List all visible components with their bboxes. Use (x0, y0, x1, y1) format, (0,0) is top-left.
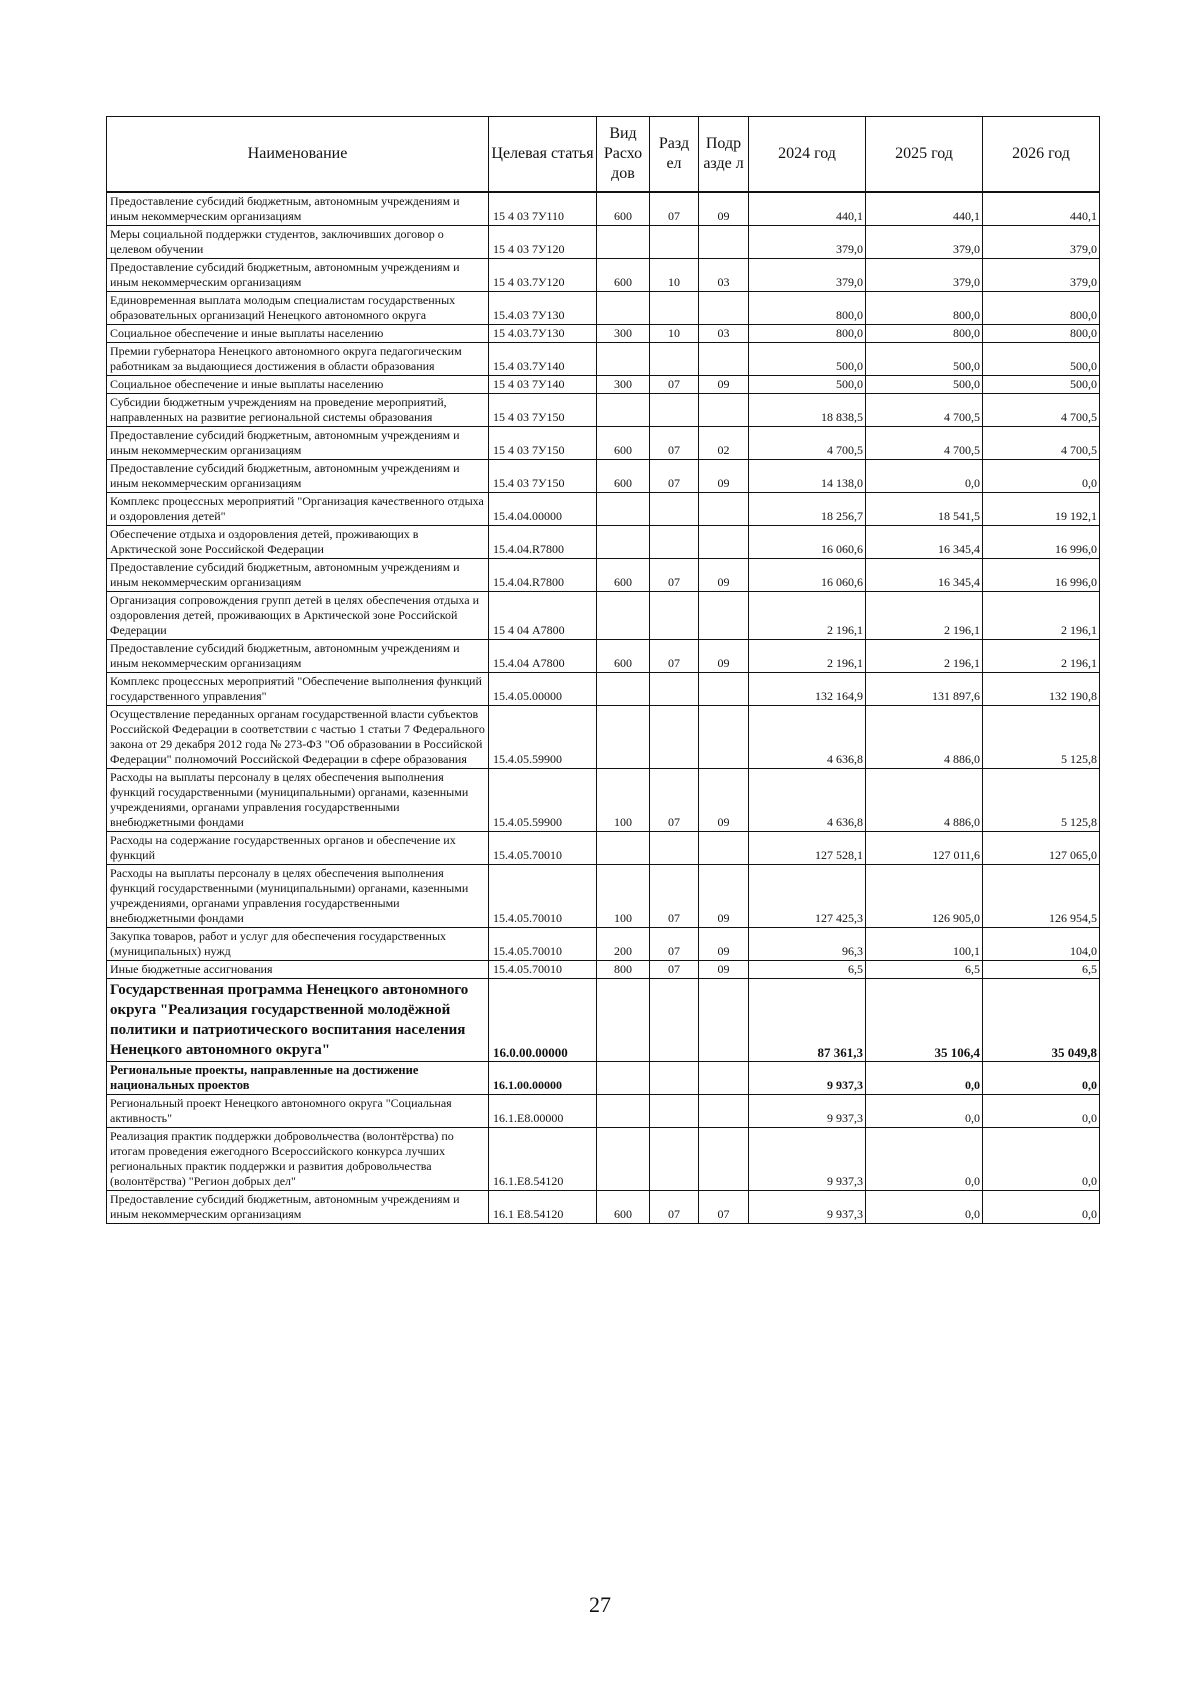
cell-2025: 379,0 (866, 226, 983, 259)
cell-name: Социальное обеспечение и иные выплаты населению (107, 376, 489, 394)
cell-section: 07 (650, 559, 699, 592)
cell-name: Предоставление субсидий бюджетным, автономным учреждениям и иным некоммерческим организациям (107, 640, 489, 673)
cell-section: 07 (650, 376, 699, 394)
table-row (107, 979, 1100, 1062)
cell-target-article: 16.1.00.00000 (489, 1062, 597, 1095)
cell-2026: 104,0 (983, 928, 1100, 961)
cell-2026: 800,0 (983, 292, 1100, 325)
cell-2024: 4 636,8 (749, 769, 866, 832)
cell-target-article: 15.4.04.R7800 (489, 526, 597, 559)
cell-name: Расходы на выплаты персоналу в целях обеспечения выполнения функций государственными (муниципальными) органами, казенными учреждениями, органами управления государственными внебюджетными фондами (107, 769, 489, 832)
cell-target-article: 15.4 03.7У140 (489, 343, 597, 376)
cell-subsection: 09 (699, 928, 749, 961)
cell-target-article: 15 4 03 7У150 (489, 394, 597, 427)
cell-name: Организация сопровождения групп детей в целях обеспечения отдыха и оздоровления детей, проживающих в Арктической зоне Российской Федерации (107, 592, 489, 640)
cell-2025: 440,1 (866, 192, 983, 226)
cell-2026: 0,0 (983, 1191, 1100, 1224)
cell-section (650, 1128, 699, 1191)
cell-section (650, 292, 699, 325)
cell-2025: 0,0 (866, 1062, 983, 1095)
cell-expense-type: 800 (597, 961, 650, 979)
cell-target-article: 15.4.04.00000 (489, 493, 597, 526)
cell-target-article: 16.1.E8.00000 (489, 1095, 597, 1128)
cell-section (650, 592, 699, 640)
cell-expense-type: 600 (597, 259, 650, 292)
cell-subsection: 07 (699, 1191, 749, 1224)
cell-name: Субсидии бюджетным учреждениям на проведение мероприятий, направленных на развитие региональной системы образования (107, 394, 489, 427)
cell-2024: 127 528,1 (749, 832, 866, 865)
cell-subsection: 09 (699, 640, 749, 673)
table-row (107, 961, 1100, 979)
cell-section (650, 979, 699, 1062)
cell-expense-type (597, 226, 650, 259)
cell-target-article: 15 4 04 А7800 (489, 592, 597, 640)
table-row (107, 343, 1100, 376)
cell-2025: 16 345,4 (866, 559, 983, 592)
cell-section (650, 1095, 699, 1128)
cell-2024: 9 937,3 (749, 1128, 866, 1191)
cell-name: Социальное обеспечение и иные выплаты населению (107, 325, 489, 343)
cell-subsection: 03 (699, 259, 749, 292)
cell-2026: 500,0 (983, 376, 1100, 394)
cell-2024: 18 838,5 (749, 394, 866, 427)
cell-subsection: 09 (699, 559, 749, 592)
cell-target-article: 15.4.05.70010 (489, 865, 597, 928)
cell-2025: 800,0 (866, 292, 983, 325)
cell-section (650, 394, 699, 427)
cell-subsection: 09 (699, 192, 749, 226)
cell-expense-type: 100 (597, 769, 650, 832)
cell-expense-type (597, 493, 650, 526)
header-name: Наименование (107, 117, 489, 193)
cell-section (650, 706, 699, 769)
cell-target-article: 15.4.05.70010 (489, 832, 597, 865)
cell-section: 07 (650, 192, 699, 226)
cell-2024: 4 700,5 (749, 427, 866, 460)
cell-2025: 4 700,5 (866, 427, 983, 460)
cell-2024: 2 196,1 (749, 640, 866, 673)
cell-target-article: 15.4 03 7У150 (489, 460, 597, 493)
cell-2024: 16 060,6 (749, 559, 866, 592)
cell-section: 10 (650, 259, 699, 292)
page-number: 27 (589, 1592, 611, 1617)
cell-section (650, 343, 699, 376)
cell-section (650, 493, 699, 526)
table-row (107, 706, 1100, 769)
cell-2024: 440,1 (749, 192, 866, 226)
cell-2026: 126 954,5 (983, 865, 1100, 928)
cell-name: Иные бюджетные ассигнования (107, 961, 489, 979)
cell-2026: 0,0 (983, 1095, 1100, 1128)
cell-target-article: 15.4.05.70010 (489, 961, 597, 979)
cell-expense-type: 600 (597, 1191, 650, 1224)
cell-2026: 0,0 (983, 460, 1100, 493)
cell-2026: 2 196,1 (983, 640, 1100, 673)
cell-section (650, 226, 699, 259)
cell-2025: 0,0 (866, 1191, 983, 1224)
cell-2025: 131 897,6 (866, 673, 983, 706)
cell-subsection (699, 979, 749, 1062)
cell-subsection: 02 (699, 427, 749, 460)
cell-target-article: 15.4.04 А7800 (489, 640, 597, 673)
cell-subsection (699, 343, 749, 376)
cell-expense-type: 100 (597, 865, 650, 928)
cell-name: Меры социальной поддержки студентов, заключивших договор о целевом обучении (107, 226, 489, 259)
header-year-2024: 2024 год (749, 117, 866, 193)
table-row (107, 394, 1100, 427)
table-row (107, 928, 1100, 961)
cell-2025: 35 106,4 (866, 979, 983, 1062)
cell-name: Предоставление субсидий бюджетным, автономным учреждениям и иным некоммерческим организациям (107, 460, 489, 493)
cell-2024: 379,0 (749, 259, 866, 292)
cell-2025: 0,0 (866, 1095, 983, 1128)
cell-name: Предоставление субсидий бюджетным, автономным учреждениям и иным некоммерческим организациям (107, 1191, 489, 1224)
cell-target-article: 15.4.03 7У130 (489, 292, 597, 325)
cell-name: Расходы на содержание государственных органов и обеспечение их функций (107, 832, 489, 865)
cell-2026: 440,1 (983, 192, 1100, 226)
cell-name: Премии губернатора Ненецкого автономного округа педагогическим работникам за выдающиеся достижения в области образования (107, 343, 489, 376)
cell-target-article: 15.4.04.R7800 (489, 559, 597, 592)
cell-2026: 5 125,8 (983, 706, 1100, 769)
table-row (107, 1062, 1100, 1095)
table-row (107, 832, 1100, 865)
cell-subsection (699, 832, 749, 865)
cell-expense-type (597, 1062, 650, 1095)
cell-name: Предоставление субсидий бюджетным, автономным учреждениям и иным некоммерческим организациям (107, 427, 489, 460)
cell-2025: 4 700,5 (866, 394, 983, 427)
cell-2024: 500,0 (749, 343, 866, 376)
cell-2025: 18 541,5 (866, 493, 983, 526)
cell-subsection (699, 493, 749, 526)
cell-2026: 16 996,0 (983, 559, 1100, 592)
cell-name: Осуществление переданных органам государственной власти субъектов Российской Федерации в соответствии с частью 1 статьи 7 Федерального закона от 29 декабря 2012 года № 273-ФЗ "Об образовании в Российской Федерации" полномочий Российской Федерации в сфере образования (107, 706, 489, 769)
cell-2024: 9 937,3 (749, 1095, 866, 1128)
cell-2024: 14 138,0 (749, 460, 866, 493)
cell-2025: 16 345,4 (866, 526, 983, 559)
cell-2024: 16 060,6 (749, 526, 866, 559)
cell-target-article: 15 4 03 7У140 (489, 376, 597, 394)
cell-2024: 9 937,3 (749, 1062, 866, 1095)
table-row (107, 493, 1100, 526)
table-row (107, 460, 1100, 493)
cell-subsection (699, 394, 749, 427)
cell-name: Обеспечение отдыха и оздоровления детей, проживающих в Арктической зоне Российской Федерации (107, 526, 489, 559)
cell-2026: 6,5 (983, 961, 1100, 979)
cell-2026: 0,0 (983, 1062, 1100, 1095)
cell-2026: 379,0 (983, 259, 1100, 292)
cell-expense-type (597, 1095, 650, 1128)
table-row (107, 640, 1100, 673)
cell-2024: 18 256,7 (749, 493, 866, 526)
cell-2025: 127 011,6 (866, 832, 983, 865)
cell-name: Реализация практик поддержки добровольчества (волонтёрства) по итогам проведения ежегодного Всероссийского конкурса лучших региональных практик поддержки и развития добровольчества (волонтёрства) "Регион добрых дел" (107, 1128, 489, 1191)
cell-subsection (699, 226, 749, 259)
cell-subsection: 03 (699, 325, 749, 343)
cell-2025: 0,0 (866, 1128, 983, 1191)
cell-expense-type (597, 673, 650, 706)
table-row (107, 673, 1100, 706)
cell-section: 07 (650, 427, 699, 460)
cell-2026: 4 700,5 (983, 394, 1100, 427)
cell-target-article: 16.0.00.00000 (489, 979, 597, 1062)
table-row (107, 427, 1100, 460)
cell-2025: 2 196,1 (866, 592, 983, 640)
cell-expense-type (597, 292, 650, 325)
cell-target-article: 15.4.05.59900 (489, 769, 597, 832)
cell-2024: 379,0 (749, 226, 866, 259)
cell-2025: 4 886,0 (866, 769, 983, 832)
cell-2024: 2 196,1 (749, 592, 866, 640)
table-body (107, 192, 1100, 1224)
cell-target-article: 15 4 03 7У110 (489, 192, 597, 226)
cell-expense-type: 600 (597, 460, 650, 493)
cell-target-article: 16.1 E8.54120 (489, 1191, 597, 1224)
cell-2024: 9 937,3 (749, 1191, 866, 1224)
cell-target-article: 15 4 03 7У120 (489, 226, 597, 259)
cell-target-article: 15.4.05.59900 (489, 706, 597, 769)
cell-2024: 96,3 (749, 928, 866, 961)
cell-target-article: 15 4 03 7У150 (489, 427, 597, 460)
table-row (107, 226, 1100, 259)
cell-name: Региональный проект Ненецкого автономного округа "Социальная активность" (107, 1095, 489, 1128)
cell-expense-type: 300 (597, 325, 650, 343)
cell-subsection (699, 673, 749, 706)
cell-2026: 0,0 (983, 1128, 1100, 1191)
cell-2026: 132 190,8 (983, 673, 1100, 706)
table-row (107, 1128, 1100, 1191)
cell-name: Комплекс процессных мероприятий "Обеспечение выполнения функций государственного управления" (107, 673, 489, 706)
cell-2026: 800,0 (983, 325, 1100, 343)
cell-2025: 0,0 (866, 460, 983, 493)
cell-name: Закупка товаров, работ и услуг для обеспечения государственных (муниципальных) нужд (107, 928, 489, 961)
table-row (107, 769, 1100, 832)
header-expense-type: Вид Расхо дов (597, 117, 650, 193)
cell-name: Региональные проекты, направленные на достижение национальных проектов (107, 1062, 489, 1095)
header-year-2025: 2025 год (866, 117, 983, 193)
cell-section: 07 (650, 928, 699, 961)
table-row (107, 526, 1100, 559)
table-header (107, 117, 1100, 193)
cell-section (650, 832, 699, 865)
cell-section: 07 (650, 640, 699, 673)
cell-2026: 35 049,8 (983, 979, 1100, 1062)
cell-expense-type (597, 394, 650, 427)
table-row (107, 376, 1100, 394)
cell-2025: 2 196,1 (866, 640, 983, 673)
cell-2025: 6,5 (866, 961, 983, 979)
cell-2024: 127 425,3 (749, 865, 866, 928)
cell-2024: 87 361,3 (749, 979, 866, 1062)
cell-2026: 4 700,5 (983, 427, 1100, 460)
cell-expense-type: 600 (597, 192, 650, 226)
cell-expense-type: 600 (597, 640, 650, 673)
table-row (107, 559, 1100, 592)
cell-2024: 4 636,8 (749, 706, 866, 769)
cell-2025: 500,0 (866, 376, 983, 394)
table-row (107, 865, 1100, 928)
cell-name: Расходы на выплаты персоналу в целях обеспечения выполнения функций государственными (муниципальными) органами, казенными учреждениями, органами управления государственными внебюджетными фондами (107, 865, 489, 928)
cell-2026: 379,0 (983, 226, 1100, 259)
cell-subsection (699, 1095, 749, 1128)
cell-name: Государственная программа Ненецкого автономного округа "Реализация государственной молодёжной политики и патриотического воспитания населения Ненецкого автономного округа" (107, 979, 489, 1062)
table-row (107, 592, 1100, 640)
cell-section (650, 526, 699, 559)
cell-subsection: 09 (699, 769, 749, 832)
cell-name: Предоставление субсидий бюджетным, автономным учреждениям и иным некоммерческим организациям (107, 192, 489, 226)
cell-expense-type (597, 526, 650, 559)
cell-2026: 5 125,8 (983, 769, 1100, 832)
cell-expense-type (597, 592, 650, 640)
cell-subsection (699, 292, 749, 325)
cell-section: 07 (650, 1191, 699, 1224)
table-row (107, 292, 1100, 325)
cell-expense-type (597, 343, 650, 376)
cell-2024: 6,5 (749, 961, 866, 979)
header-year-2026: 2026 год (983, 117, 1100, 193)
cell-subsection: 09 (699, 865, 749, 928)
header-subsection: Подр азде л (699, 117, 749, 193)
cell-2025: 379,0 (866, 259, 983, 292)
cell-subsection: 09 (699, 961, 749, 979)
cell-2026: 127 065,0 (983, 832, 1100, 865)
header-target-article: Целевая статья (489, 117, 597, 193)
cell-expense-type: 300 (597, 376, 650, 394)
cell-subsection (699, 1062, 749, 1095)
cell-2026: 19 192,1 (983, 493, 1100, 526)
cell-section: 07 (650, 961, 699, 979)
cell-expense-type (597, 832, 650, 865)
cell-expense-type (597, 979, 650, 1062)
cell-2025: 800,0 (866, 325, 983, 343)
cell-name: Единовременная выплата молодым специалистам государственных образовательных организаций Ненецкого автономного округа (107, 292, 489, 325)
cell-2024: 500,0 (749, 376, 866, 394)
cell-name: Комплекс процессных мероприятий "Организация качественного отдыха и оздоровления детей" (107, 493, 489, 526)
table-row (107, 1095, 1100, 1128)
cell-target-article: 15 4.03.7У130 (489, 325, 597, 343)
cell-target-article: 15 4 03.7У120 (489, 259, 597, 292)
cell-subsection: 09 (699, 460, 749, 493)
cell-2026: 500,0 (983, 343, 1100, 376)
table-row (107, 325, 1100, 343)
cell-section (650, 673, 699, 706)
cell-expense-type (597, 1128, 650, 1191)
cell-section: 07 (650, 460, 699, 493)
cell-2024: 132 164,9 (749, 673, 866, 706)
cell-section (650, 1062, 699, 1095)
header-section: Разд ел (650, 117, 699, 193)
cell-expense-type (597, 706, 650, 769)
budget-table (106, 116, 1100, 1224)
cell-target-article: 15.4.05.00000 (489, 673, 597, 706)
cell-2025: 100,1 (866, 928, 983, 961)
cell-subsection (699, 706, 749, 769)
table-row (107, 192, 1100, 226)
cell-subsection (699, 526, 749, 559)
cell-2024: 800,0 (749, 325, 866, 343)
cell-name: Предоставление субсидий бюджетным, автономным учреждениям и иным некоммерческим организациям (107, 559, 489, 592)
cell-subsection: 09 (699, 376, 749, 394)
table-row (107, 259, 1100, 292)
cell-section: 10 (650, 325, 699, 343)
cell-2026: 2 196,1 (983, 592, 1100, 640)
cell-2025: 4 886,0 (866, 706, 983, 769)
cell-2025: 500,0 (866, 343, 983, 376)
cell-expense-type: 200 (597, 928, 650, 961)
cell-expense-type: 600 (597, 559, 650, 592)
cell-2024: 800,0 (749, 292, 866, 325)
cell-2026: 16 996,0 (983, 526, 1100, 559)
cell-subsection (699, 1128, 749, 1191)
cell-section: 07 (650, 769, 699, 832)
cell-target-article: 16.1.E8.54120 (489, 1128, 597, 1191)
table-row (107, 1191, 1100, 1224)
cell-name: Предоставление субсидий бюджетным, автономным учреждениям и иным некоммерческим организациям (107, 259, 489, 292)
cell-section: 07 (650, 865, 699, 928)
cell-subsection (699, 592, 749, 640)
cell-expense-type: 600 (597, 427, 650, 460)
cell-target-article: 15.4.05.70010 (489, 928, 597, 961)
cell-2025: 126 905,0 (866, 865, 983, 928)
